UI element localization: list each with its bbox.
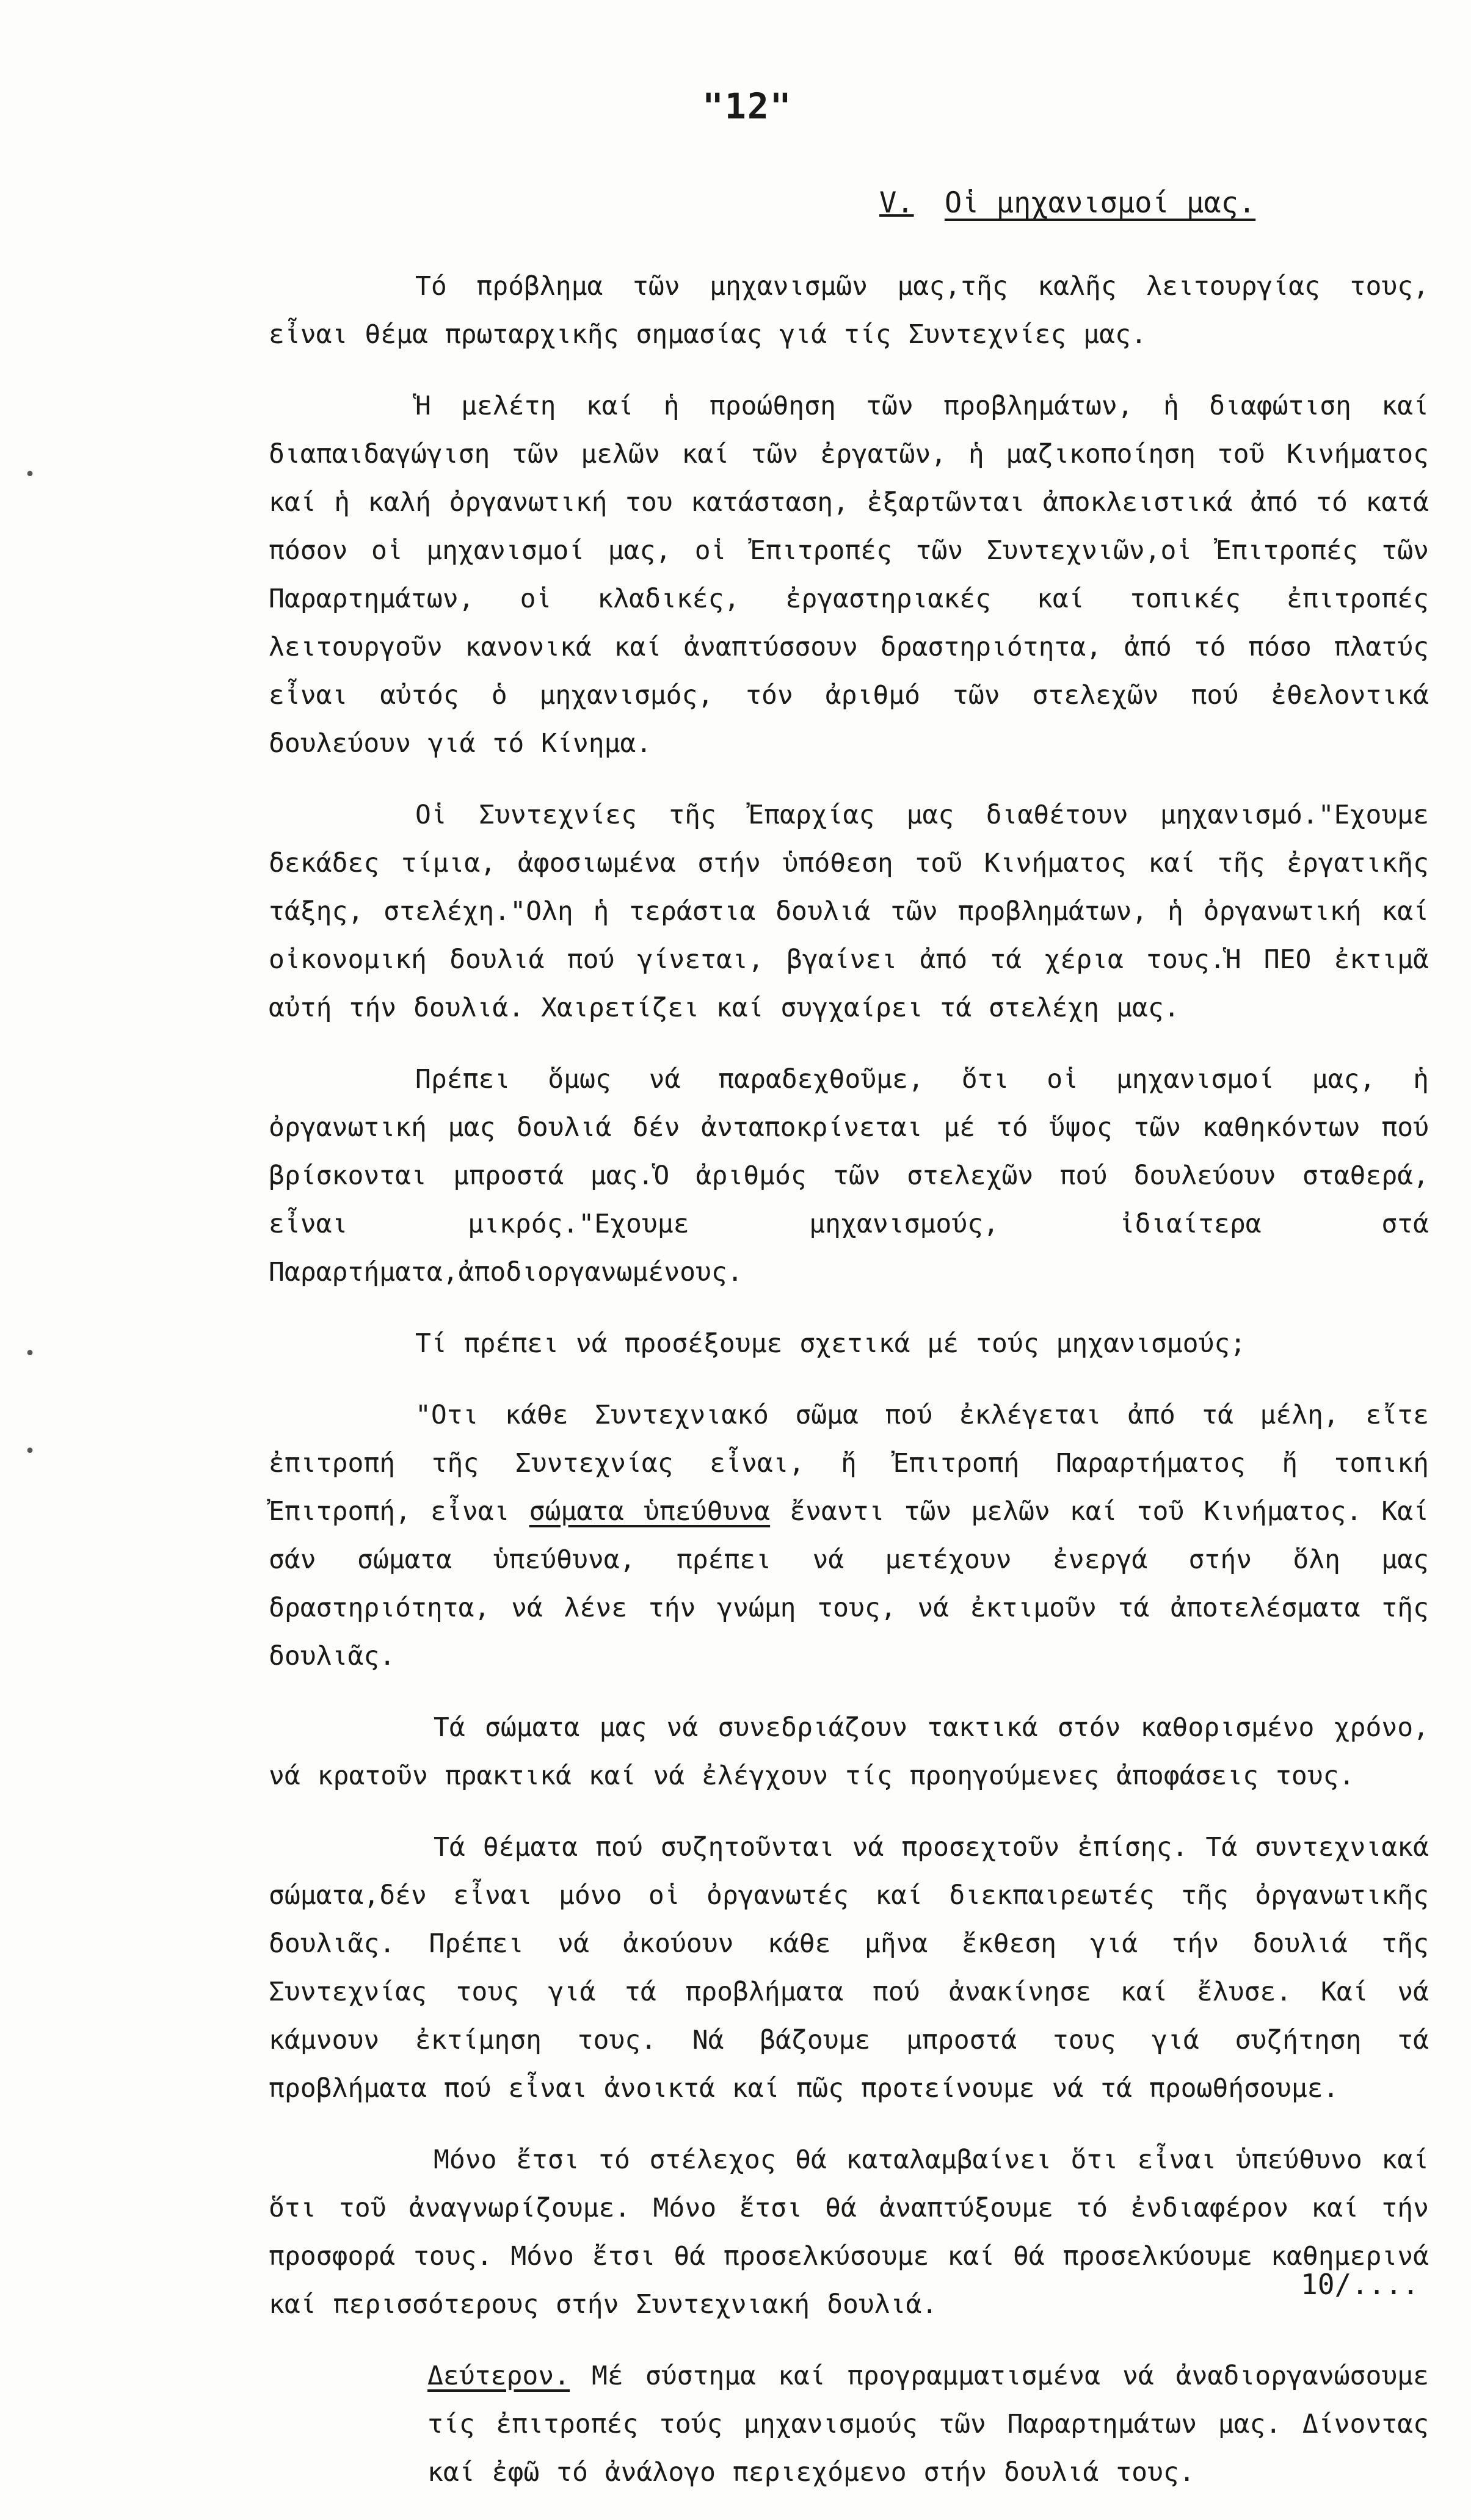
list-item-text: Μέ σύστημα καί προγραμματισμένα νά ἀναδιοργανώσουμε τίς ἐπιτροπές τούς μηχανισμούς τῶν Παραρτημάτων μας. Δίνοντας καί ἐφῶ τό ἀνάλογο περιεχόμενο στήν δουλιά τους. bbox=[427, 2361, 1429, 2488]
list-item-label: Δεύτερον. bbox=[427, 2361, 570, 2391]
paragraph-6-start: "Οτι κάθε Συντεχνιακό σῶμα πού ἐκλέγεται ἀπό τά μέλη, εἴτε ἐπιτροπή τῆς Συντεχνίας εἶναι, ἤ Ἐπιτροπή Παραρτήματος ἤ τοπική Ἐπιτροπή, εἶναι bbox=[269, 1400, 1429, 1527]
paragraph-7: Τά σώματα μας νά συνεδριάζουν τακτικά στόν καθορισμένο χρόνο, νά κρατοῦν πρακτικά καί νά ἐλέγχουν τίς προηγούμενες ἀποφάσεις τους. bbox=[269, 1712, 1429, 1791]
section-title: Οἱ μηχανισμοί μας. bbox=[944, 186, 1256, 220]
paragraph-9: Μόνο ἔτσι τό στέλεχος θά καταλαμβαίνει ὅτι εἶναι ὑπεύθυνο καί ὅτι τοῦ ἀναγνωρίζουμε. Μόνο ἔτσι θά ἀναπτύξουμε τό ἐνδιαφέρον καί τήν προσφορά τους. Μόνο ἔτσι θά προσελκύσουμε καί θά προσελκύουμε καθημερινά καί περισσότερους στήν Συντεχνιακή δουλιά. bbox=[269, 2145, 1429, 2320]
paragraph-5: Τί πρέπει νά προσέξουμε σχετικά μέ τούς μηχανισμούς; bbox=[415, 1328, 1246, 1359]
paragraph-6-end: ἔναντι τῶν μελῶν καί τοῦ Κινήματος. Καί σάν σώματα ὑπεύθυνα, πρέπει νά μετέχουν ἐνεργά στήν ὅλη μας δραστηριότητα, νά λένε τήν γνώμη τους, νά ἐκτιμοῦν τά ἀποτελέσματα τῆς δουλιᾶς. bbox=[269, 1496, 1429, 1671]
paragraph-6 bbox=[269, 1391, 1429, 1681]
body-text bbox=[269, 262, 1429, 2520]
section-heading bbox=[879, 186, 1255, 220]
paragraph-1: Τό πρόβλημα τῶν μηχανισμῶν μας,τῆς καλῆς λειτουργίας τους, εἶναι θέμα πρωταρχικῆς σημασίας γιά τίς Συντεχνίες μας. bbox=[269, 271, 1429, 350]
margin-dot: • bbox=[24, 464, 36, 485]
paragraph-2: Ἡ μελέτη καί ἡ προώθηση τῶν προβλημάτων, ἡ διαφώτιση καί διαπαιδαγώγιση τῶν μελῶν καί τῶν ἐργατῶν, ἡ μαζικοποίηση τοῦ Κινήματος καί ἡ καλή ὀργανωτική του κατάσταση, ἐξαρτῶνται ἀποκλειστικά ἀπό τό κατά πόσον οἱ μηχανισμοί μας, οἱ Ἐπιτροπές τῶν Συντεχνιῶν,οἱ Ἐπιτροπές τῶν Παραρτημάτων, οἱ κλαδικές, ἐργαστηριακές καί τοπικές ἐπιτροπές λειτουργοῦν κανονικά καί ἀναπτύσσουν δραστηριότητα, ἀπό τό πόσο πλατύς εἶναι αὐτός ὁ μηχανισμός, τόν ἀριθμό τῶν στελεχῶν πού ἐθελοντικά δουλεύουν γιά τό Κίνημα. bbox=[269, 391, 1429, 759]
paragraph-3: Οἱ Συντεχνίες τῆς Ἐπαρχίας μας διαθέτουν μηχανισμό."Εχουμε δεκάδες τίμια, ἀφοσιωμένα στήν ὑπόθεση τοῦ Κινήματος καί τῆς ἐργατικῆς τάξης, στελέχη."Ολη ἡ τεράστια δουλιά τῶν προβλημάτων, ἡ ὀργανωτική καί οἰκονομική δουλιά πού γίνεται, βγαίνει ἀπό τά χέρια τους.Ἡ ΠΕΟ ἐκτιμᾶ αὐτή τήν δουλιά. Χαιρετίζει καί συγχαίρει τά στελέχη μας. bbox=[269, 800, 1429, 1023]
page-number: "12" bbox=[702, 85, 793, 127]
margin-dot: • bbox=[24, 1441, 36, 1462]
underlined-phrase: σώματα ὑπεύθυνα bbox=[529, 1496, 771, 1527]
page-continuation-marker: 10/.... bbox=[1301, 2268, 1419, 2301]
paragraph-8: Τά θέματα πού συζητοῦνται νά προσεχτοῦν ἐπίσης. Τά συντεχνιακά σώματα,δέν εἶναι μόνο οἱ ὀργανωτές καί διεκπαιρεωτές τῆς ὀργανωτικῆς δουλιᾶς. Πρέπει νά ἀκούουν κάθε μῆνα ἔκθεση γιά τήν δουλιά τῆς Συντεχνίας τους γιά τά προβλήματα πού ἀνακίνησε καί ἔλυσε. Καί νά κάμνουν ἐκτίμηση τους. Νά βάζουμε μπροστά τους γιά συζήτηση τά προβλήματα πού εἶναι ἀνοικτά καί πῶς προτείνουμε νά τά προωθήσουμε. bbox=[269, 1832, 1429, 2104]
margin-dot: • bbox=[24, 1343, 36, 1364]
list-item-second bbox=[269, 2352, 1429, 2497]
section-number: V. bbox=[879, 186, 914, 220]
paragraph-4: Πρέπει ὅμως νά παραδεχθοῦμε, ὅτι οἱ μηχανισμοί μας, ἡ ὀργανωτική μας δουλιά δέν ἀνταποκρίνεται μέ τό ὕψος τῶν καθηκόντων πού βρίσκονται μπροστά μας.Ὁ ἀριθμός τῶν στελεχῶν πού δουλεύουν σταθερά, εἶναι μικρός."Εχουμε μηχανισμούς, ἰδιαίτερα στά Παραρτήματα,ἀποδιοργανωμένους. bbox=[269, 1064, 1429, 1287]
